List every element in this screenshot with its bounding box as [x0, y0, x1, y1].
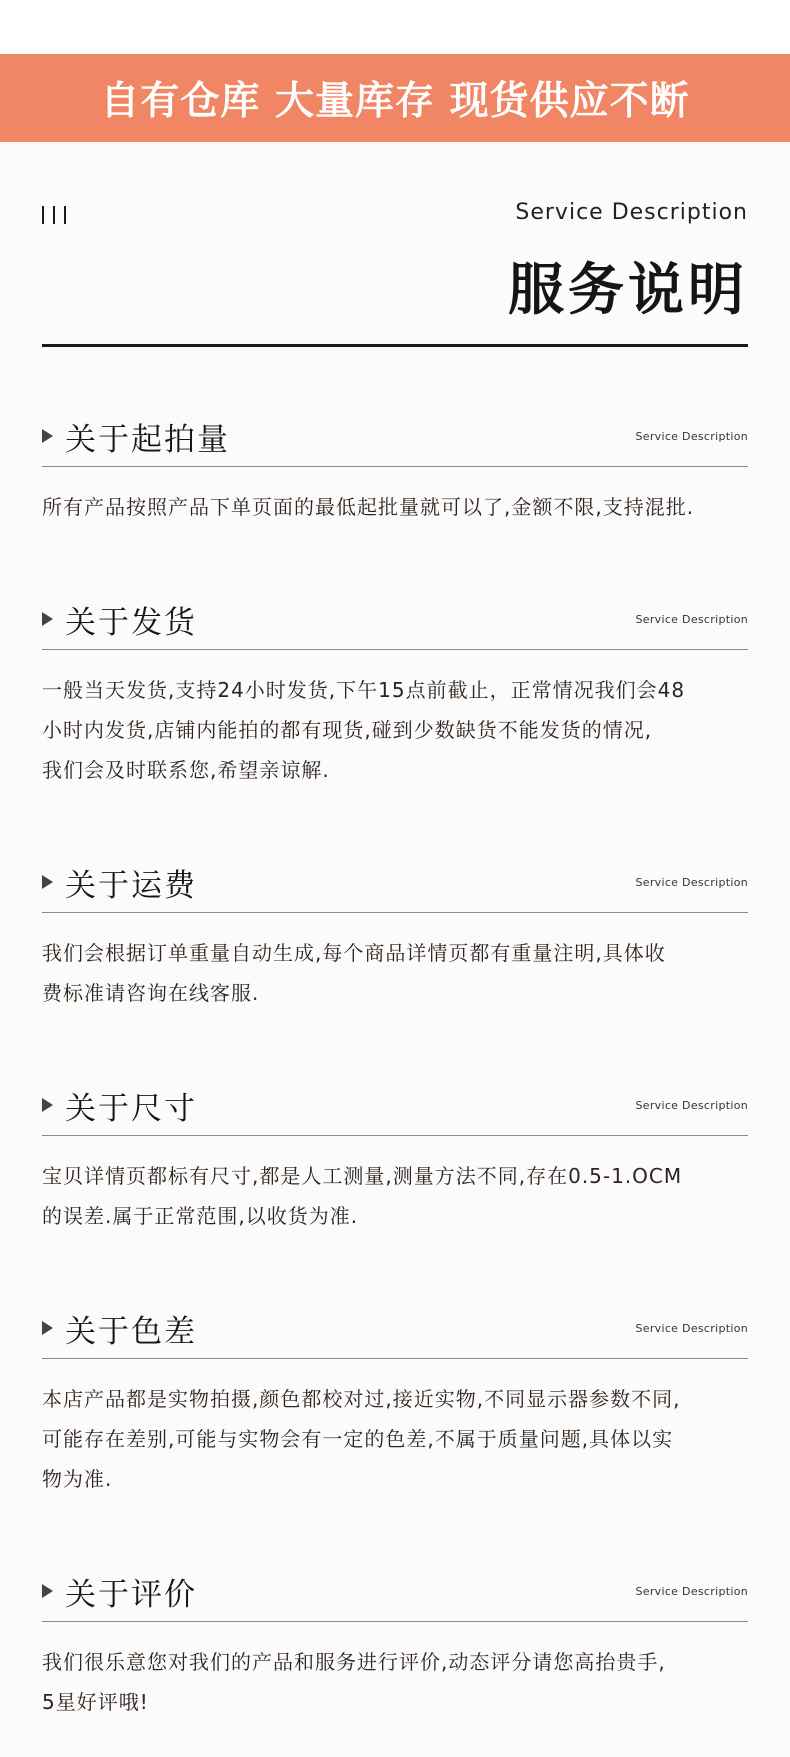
body-line: 小时内发货,店铺内能拍的都有现货,碰到少数缺货不能发货的情况, — [42, 718, 653, 742]
triangle-bullet-icon — [42, 429, 53, 443]
section-header — [42, 852, 748, 912]
section-header — [42, 589, 748, 649]
section-body — [42, 913, 748, 1013]
section-body — [42, 467, 748, 527]
triangle-bullet-icon — [42, 1098, 53, 1112]
promo-banner — [0, 54, 790, 142]
bar-mark — [42, 206, 44, 224]
section-header — [42, 1298, 748, 1358]
section-subtitle: Service Description — [635, 1099, 748, 1112]
section-header — [42, 1561, 748, 1621]
body-line: 的误差.属于正常范围,以收货为准. — [42, 1204, 359, 1228]
section-subtitle: Service Description — [635, 430, 748, 443]
section-shipping — [42, 589, 748, 790]
bar-mark — [53, 206, 55, 224]
body-line: 本店产品都是实物拍摄,颜色都校对过,接近实物,不同显示器参数不同, — [42, 1387, 681, 1411]
body-line: 我们很乐意您对我们的产品和服务进行评价,动态评分请您高抬贵手, — [42, 1650, 666, 1674]
body-line: 可能存在差别,可能与实物会有一定的色差,不属于质量问题,具体以实 — [42, 1427, 674, 1451]
bars-decoration-icon — [42, 206, 66, 224]
body-line: 宝贝详情页都标有尺寸,都是人工测量,测量方法不同,存在0.5-1.OCM — [42, 1164, 683, 1188]
body-line: 5星好评哦! — [42, 1690, 149, 1714]
bar-mark — [64, 206, 66, 224]
header-title: 服务说明 — [508, 258, 748, 323]
section-min-order — [42, 406, 748, 527]
section-review — [42, 1561, 748, 1722]
section-freight — [42, 852, 748, 1013]
section-header — [42, 406, 748, 466]
triangle-bullet-icon — [42, 612, 53, 626]
header-divider — [42, 344, 748, 347]
section-title: 关于起拍量 — [65, 421, 230, 458]
section-body — [42, 1622, 748, 1722]
body-line: 费标准请咨询在线客服. — [42, 981, 260, 1005]
header-subtitle-en: Service Description — [515, 200, 748, 225]
service-header — [42, 142, 748, 347]
section-title: 关于发货 — [65, 604, 197, 641]
triangle-bullet-icon — [42, 1584, 53, 1598]
section-color-difference — [42, 1298, 748, 1499]
section-title: 关于尺寸 — [65, 1090, 197, 1127]
body-line: 我们会及时联系您,希望亲谅解. — [42, 758, 330, 782]
section-body — [42, 650, 748, 790]
body-line: 所有产品按照产品下单页面的最低起批量就可以了,金额不限,支持混批. — [42, 495, 695, 519]
body-line: 物为准. — [42, 1467, 113, 1491]
section-subtitle: Service Description — [635, 1322, 748, 1335]
section-header — [42, 1075, 748, 1135]
section-subtitle: Service Description — [635, 876, 748, 889]
section-title: 关于运费 — [65, 867, 197, 904]
section-subtitle: Service Description — [635, 613, 748, 626]
triangle-bullet-icon — [42, 1321, 53, 1335]
body-line: 一般当天发货,支持24小时发货,下午15点前截止，正常情况我们会48 — [42, 678, 686, 702]
section-subtitle: Service Description — [635, 1585, 748, 1598]
triangle-bullet-icon — [42, 875, 53, 889]
section-body — [42, 1359, 748, 1499]
top-whitespace — [0, 0, 790, 54]
section-title: 关于评价 — [65, 1576, 197, 1613]
body-line: 我们会根据订单重量自动生成,每个商品详情页都有重量注明,具体收 — [42, 941, 666, 965]
section-body — [42, 1136, 748, 1236]
section-size — [42, 1075, 748, 1236]
section-title: 关于色差 — [65, 1313, 197, 1350]
banner-text: 自有仓库 大量库存 现货供应不断 — [100, 79, 690, 124]
